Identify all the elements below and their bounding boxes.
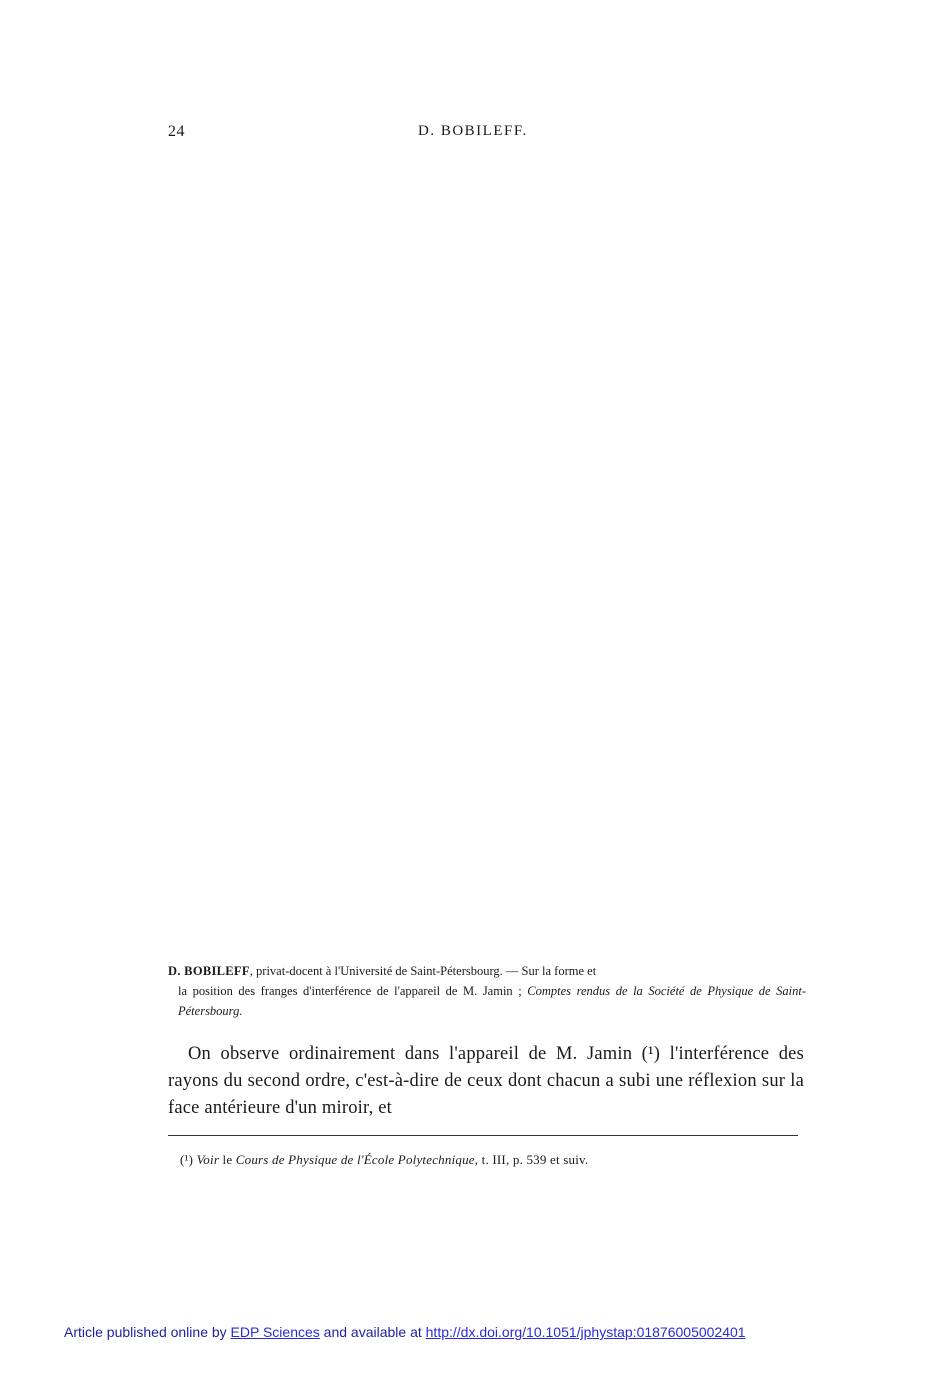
publisher-prefix: Article published online by — [64, 1324, 231, 1340]
footnote — [180, 1152, 588, 1168]
publisher-middle: and available at — [319, 1324, 426, 1340]
running-title: D. BOBILEFF. — [418, 123, 528, 139]
abstract-affiliation: , privat-docent à l'Université de Saint-Pétersbourg. — — [249, 964, 522, 978]
abstract-block — [168, 961, 806, 1021]
doi-link[interactable]: http://dx.doi.org/10.1051/jphystap:01876005002401 — [425, 1324, 746, 1340]
abstract-source: Comptes rendus de la Société de Physique de Saint-Pétersbourg. — [178, 984, 806, 1018]
footnote-marker: (¹) — [180, 1152, 197, 1167]
footnote-cited-title: Cours de Physique de l'École Polytechnique — [235, 1152, 475, 1167]
abstract-title-part1: Sur la forme et — [521, 964, 597, 978]
footnote-text-1: le — [219, 1152, 236, 1167]
footnote-divider — [168, 1135, 798, 1136]
page-number: 24 — [168, 123, 185, 140]
abstract-author: D. BOBILEFF — [168, 964, 250, 978]
abstract-title-part2: la position des franges d'interférence de l'appareil de M. Jamin ; — [178, 984, 528, 998]
footnote-text-2: , t. III, p. 539 et suiv. — [474, 1152, 589, 1167]
footnote-voir: Voir — [196, 1152, 220, 1167]
body-paragraph-text: On observe ordinairement dans l'appareil de M. Jamin (¹) l'interférence des rayons du second ordre, c'est-à-dire de ceux dont chacun a subi une réflexion sur la face antérieure d'un miroir, et — [168, 1044, 804, 1118]
publisher-line — [64, 1324, 746, 1340]
body-paragraph — [168, 1041, 804, 1122]
abstract-continuation — [168, 981, 806, 1021]
publisher-link[interactable]: EDP Sciences — [230, 1324, 320, 1340]
